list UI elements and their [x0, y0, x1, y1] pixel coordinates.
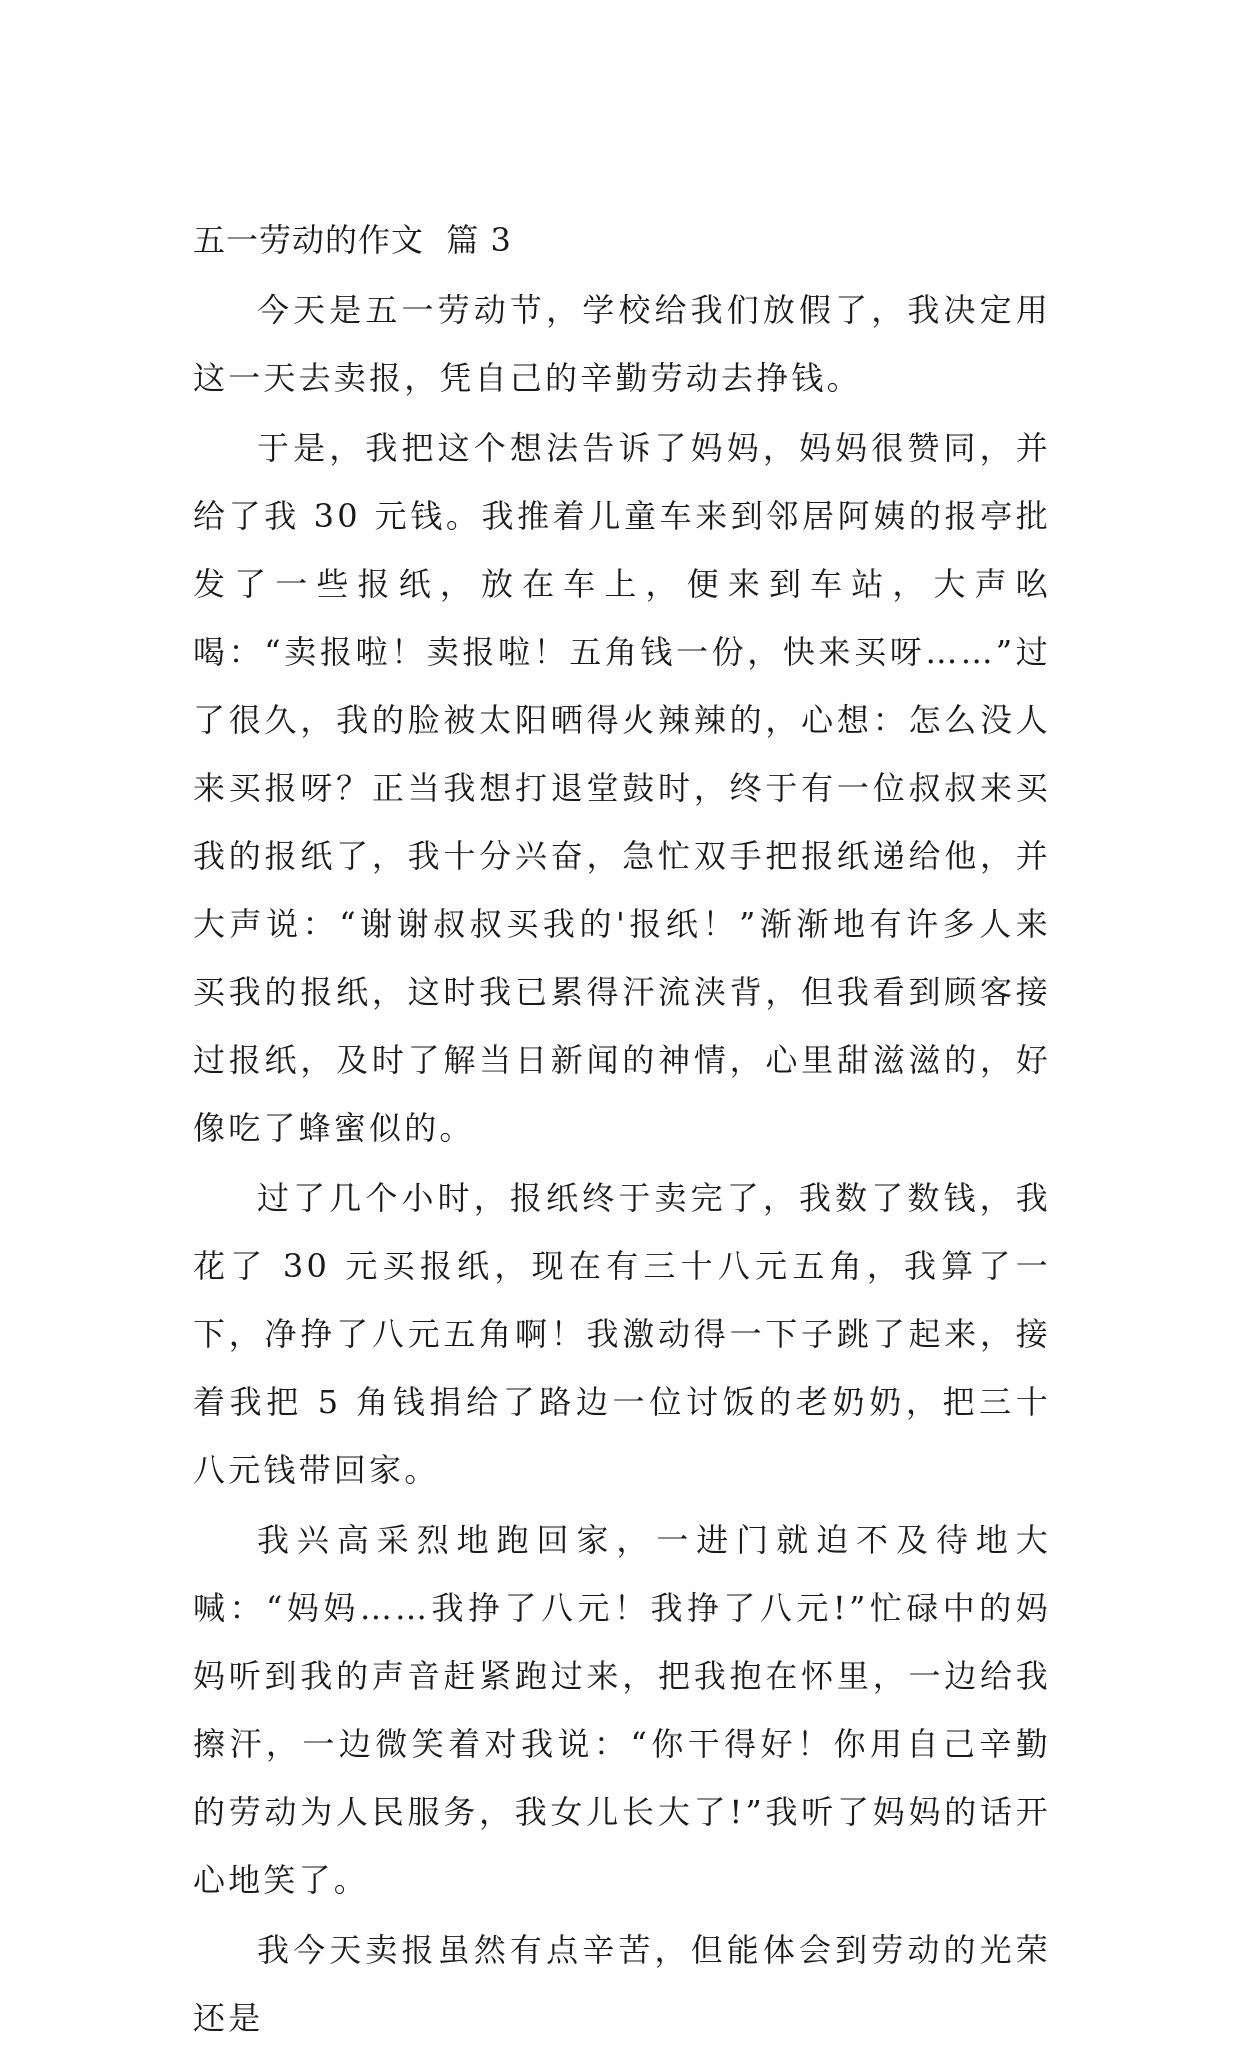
document-title: 五一劳动的作文 篇 3: [193, 221, 512, 259]
paragraph-5: 我今天卖报虽然有点辛苦，但能体会到劳动的光荣还是: [193, 1931, 1051, 2037]
paragraph-3: 过了几个小时，报纸终于卖完了，我数了数钱，我花了 30 元买报纸，现在有三十八元五角，我算了一下，净挣了八元五角啊！我激动得一下子跳了起来，接着我把 5 角钱捐给了路边一位讨饭的老奶奶，把三十八元钱带回家。: [193, 1179, 1051, 1489]
paragraph-1: 今天是五一劳动节，学校给我们放假了，我决定用这一天去卖报，凭自己的辛勤劳动去挣钱。: [193, 291, 1051, 397]
paragraph-4: 我兴高采烈地跑回家，一进门就迫不及待地大喊：“妈妈……我挣了八元！我挣了八元!”忙碌中的妈妈听到我的声音赶紧跑过来，把我抱在怀里，一边给我擦汗，一边微笑着对我说：“你干得好！你用自己辛勤的劳动为人民服务，我女儿长大了!”我听了妈妈的话开心地笑了。: [193, 1521, 1051, 1899]
paragraph-2: 于是，我把这个想法告诉了妈妈，妈妈很赞同，并给了我 30 元钱。我推着儿童车来到邻居阿姨的报亭批发了一些报纸，放在车上，便来到车站，大声吆喝：“卖报啦！卖报啦！五角钱一份，快来买呀……”过了很久，我的脸被太阳晒得火辣辣的，心想：怎么没人来买报呀？正当我想打退堂鼓时，终于有一位叔叔来买我的报纸了，我十分兴奋，急忙双手把报纸递给他，并大声说：“谢谢叔叔买我的'报纸！”渐渐地有许多人来买我的报纸，这时我已累得汗流浃背，但我看到顾客接过报纸，及时了解当日新闻的神情，心里甜滋滋的，好像吃了蜂蜜似的。: [193, 429, 1051, 1147]
document-body: [193, 218, 1051, 2054]
